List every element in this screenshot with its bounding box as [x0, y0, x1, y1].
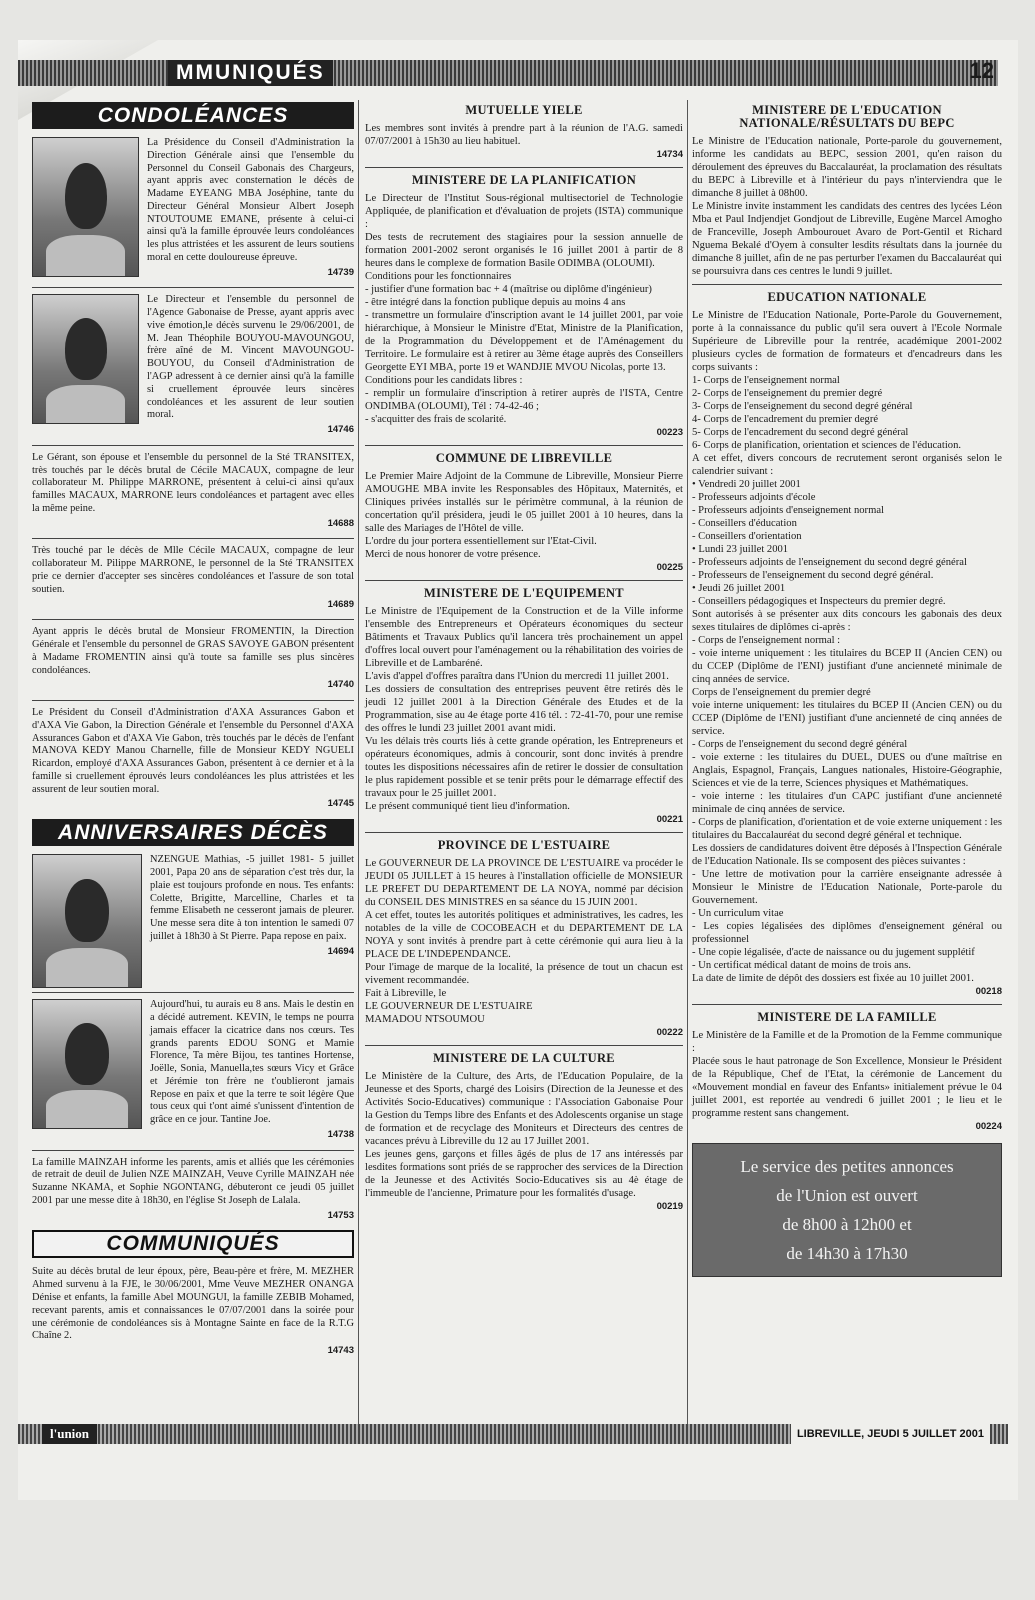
section-line: Corps de l'enseignement du premier degré — [692, 687, 871, 698]
header-band — [18, 60, 998, 86]
section-line: - Professeurs adjoints d'école — [692, 492, 816, 503]
section-line: Le Ministère de la Culture, des Arts, de l'Education Populaire, de la Jeunesse et des Sports, chargé des Loisirs (Direction de la Jeunesse et des Activités Socio-Educatives) communique : l'Association Gabonaise Pour la Gestion du Temps libre des Enfants et des Adolescents organise un stage de formation et de recyclage des Moniteurs et Directeurs des centres de vacances prévu à Libreville du 12 au 17 Juillet 2001. — [365, 1071, 683, 1147]
section-line: Fait à Libreville, le — [365, 988, 447, 999]
section-line: - Conseillers d'éducation — [692, 518, 797, 529]
section-line: 6- Corps de planification, orientation et sciences de l'éducation. — [692, 440, 962, 451]
section-line: Le Directeur de l'Institut Sous-régional multisectoriel de Technologie Appliquée, de planification et d'évaluation de projets (ISTA) communique : — [365, 193, 683, 230]
section-line: Le Ministère de la Famille et de la Promotion de la Femme communique : — [692, 1030, 1002, 1054]
section-line: Le Premier Maire Adjoint de la Commune de Libreville, Monsieur Pierre AMOUGHE MBA invite les Responsables des Hôpitaux, Maternités, et Cliniques privées installés sur le périmètre communal, à la réunion de concertation qu'il présidera, jeudi le 05 juillet 2001 à 10 heures, dans la salle des Mariages de l'Hôtel de ville. — [365, 471, 683, 534]
section-line: - Conseillers d'orientation — [692, 531, 802, 542]
notice-section — [692, 291, 1002, 998]
ad-line: de l'Union est ouvert — [776, 1186, 918, 1205]
column-divider — [687, 100, 688, 1440]
section-line: Le Ministre invite instamment les candidats des centres des lycées Léon Mba et Paul Indjendjet Gondjout de Libreville, Eugène Marcel Amogho de Franceville, Joseph Ambourouet Avaro de Port-Gentil et Richard Nguema Bekalé d'Oyem à consulter lesdits résultats dans la journée du dimanche 8 juillet, afin de ne pas perturber l'examen du Baccalauréat qui se poursuivra dans ces centres le lundi 9 juillet. — [692, 201, 1002, 277]
section-line: - Une lettre de motivation pour la carrière enseignante adressée à Monsieur le Ministre de l'Education Nationale, Porte-parole du Gouvernement. — [692, 869, 1002, 906]
section-line: • Vendredi 20 juillet 2001 — [692, 479, 801, 490]
column-3 — [692, 100, 1002, 1277]
notice-section — [365, 104, 683, 161]
notice-ref: 14740 — [327, 679, 354, 691]
notice-section — [692, 104, 1002, 278]
section-line: Merci de nous honorer de votre présence. — [365, 549, 541, 560]
notice-ref: 14734 — [656, 149, 683, 160]
notice-ref: 00225 — [656, 562, 683, 573]
section-line: A cet effet, divers concours de recrutement seront organisés selon le calendrier suivant : — [692, 453, 1002, 477]
section-line: - Professeurs de l'enseignement du second degré général. — [692, 570, 934, 581]
section-line: - Professeurs adjoints d'enseignement normal — [692, 505, 884, 516]
section-line: Les membres sont invités à prendre part à la réunion de l'A.G. samedi 07/07/2001 à 15h30 au lieu habituel. — [365, 123, 683, 147]
notice-section — [365, 587, 683, 826]
condoleances-banner: CONDOLÉANCES — [32, 102, 354, 129]
notice-ref: 14694 — [327, 945, 354, 957]
notice-ref: 00223 — [656, 427, 683, 438]
section-heading: MINISTERE DE L'EQUIPEMENT — [424, 586, 624, 600]
section-line: Les jeunes gens, garçons et filles âgés de plus de 17 ans intéressés par lesdites formations sont priés de se rapprocher des services de la Direction de la Jeunesse et des Activités Socio-Educatives sis au 4è étage de l'immeuble de l'ancienne, Primature pour les formalités d'usage. — [365, 1149, 683, 1199]
section-line: Le Ministre de l'Education Nationale, Porte-Parole du Gouvernement, porte à la connaissance du public qu'il sera ouvert à l'Ecole Normale Supérieure de Libreville pour la rentrée, académique 2001-2002 plusieurs cycles de formation de formateurs et d'encadreurs dans les corps suivants : — [692, 310, 1002, 373]
section-line: - Conseillers pédagogiques et Inspecteurs du premier degré. — [692, 596, 946, 607]
notice-text: Très touché par le décès de Mlle Cécile MACAUX, compagne de leur collaborateur M. Pilippe MARRONE, le personnel de la Sté TRANSITEX prie ce dernier d'accepter ses sincères condoléances et l'assure de son total soutien. — [32, 545, 354, 595]
section-heading: MINISTERE DE L'EDUCATION NATIONALE/RÉSULTATS DU BEPC — [739, 103, 955, 130]
section-line: - Corps de planification, d'orientation et de voie externe uniquement : les titulaires du Baccalauréat du second degré général et technique. — [692, 817, 1002, 841]
section-line: Sont autorisés à se présenter aux dits concours les gabonais des deux sexes titulaires de diplômes ci-après : — [692, 609, 1002, 633]
section-line: 3- Corps de l'enseignement du second degré général — [692, 401, 913, 412]
section-line: Les dossiers de candidatures doivent être déposés à l'Inspection Générale de l'Education Nationale. Ils se composent des pièces suivantes : — [692, 843, 1002, 867]
section-line: - remplir un formulaire d'inscription à retirer auprès de l'ISTA, Centre ONDIMBA (OLOUMI), Tél : 74-42-46 ; — [365, 388, 683, 412]
section-heading: MUTUELLE YIELE — [465, 103, 583, 117]
section-line: Le présent communiqué tient lieu d'information. — [365, 801, 570, 812]
notice — [32, 854, 354, 958]
portrait-photo — [32, 294, 139, 424]
portrait-photo — [32, 999, 142, 1129]
section-line: 4- Corps de l'encadrement du premier degré — [692, 414, 879, 425]
notice-text: La famille MAINZAH informe les parents, amis et alliés que les cérémonies de retrait de deuil de Julien NZE MAINZAH, Veuve Cyrille MAINZAH née Suzanne NKAMA, et Sophie NGONTANG, débuteront ce jeudi 05 juillet 2001 par une messe dite à 18h30, en l'église St Joseph de Lalala. — [32, 1156, 354, 1206]
section-line: 2- Corps de l'enseignement du premier degré — [692, 388, 883, 399]
section-line: - s'acquitter des frais de scolarité. — [365, 414, 507, 425]
notice-ref: 00218 — [975, 986, 1002, 997]
section-line: - voie interne uniquement : les titulaires du BCEP II (Ancien CEN) ou du CCEP (Diplôme de l'ENI) justifiant d'une ancienneté minimale de cinq années de service. — [692, 648, 1002, 685]
section-line: La date de limite de dépôt des dossiers est fixée au 10 juillet 2001. — [692, 973, 974, 984]
notice-text: Aujourd'hui, tu aurais eu 8 ans. Mais le destin en a décidé autrement. KEVIN, le temps ne pourra jamais effacer la cicatrice dans nos cœurs. Tes grands parents EDOU SONG et Mamie Florence, Ta mère Bijou, tes tantines Hortense, Joëlle, Sonia, Manuella,tes sœurs Vicy et Grâce et Jérémie ton frère ne t'oublieront jamais Repose en paix et que la terre te soit légère Que tous ceux qui t'ont aimé s'unissent d'intention de grâce en ce jour. Tantine Joe. — [150, 999, 354, 1126]
column-2 — [365, 100, 683, 1213]
notice-ref: 14689 — [327, 598, 354, 610]
notice-ref: 00224 — [975, 1121, 1002, 1132]
section-line: - voie externe : les titulaires du DUEL, DUES ou d'une maîtrise en Anglais, Espagnol, Français, Langues nationales, Histoire-Géographie, Sciences et vie de la terre, Sciences physiques et Mathématiques. — [692, 752, 1002, 789]
notice-text: Le Président du Conseil d'Administration d'AXA Assurances Gabon et d'AXA Vie Gabon, la Direction Générale et l'ensemble du Personnel d'AXA Assurances Gabon et d'AXA Vie Gabon, très touchés par le décès de l'enfant MANOVA KEDY Manou Charnelle, fille de Monsieur KEDY NGUELI Ricardon, employé d'AXA Assurances Gabon, présentent à ce dernier et à la famille si cruellement éprouvés leurs condoléances les plus attristées et les assurent de leur soutien moral. — [32, 707, 354, 795]
section-line: Pour l'image de marque de la localité, la présence de tout un chacun est vivement recommandée. — [365, 962, 683, 986]
section-line: - Un curriculum vitae — [692, 908, 784, 919]
notice — [32, 545, 354, 611]
section-line: A cet effet, toutes les autorités politiques et administratives, les cadres, les notables de la ville de COCOBEACH et du DEPARTEMENT DE LA NOYA y sont invités à prendre part à cette cérémonie qui aura lieu à la PLACE DE L'INDEPENDANCE. — [365, 910, 683, 960]
column-divider — [358, 100, 359, 1440]
notice-ref: 14753 — [327, 1209, 354, 1221]
notice-text: La Présidence du Conseil d'Administration la Direction Générale ainsi que l'ensemble du Personnel du Conseil Gabonais des Chargeurs, ayant appris avec consternation le décès de Madame EYEANG MBA Joséphine, tante du Directeur Général Monsieur Albert Joseph NTOUTOUME EMANE, présente à celui-ci ainsi qu'à la famille éprouvée leurs condoléances les plus attristées et les assurent de leurs soutiens moral en cette douloureuse épreuve. — [147, 137, 354, 263]
notice-ref: 14745 — [327, 798, 354, 810]
notice-section — [365, 839, 683, 1039]
section-line: L'ordre du jour portera essentiellement sur l'Etat-Civil. — [365, 536, 597, 547]
notice-section — [365, 452, 683, 574]
section-line: LE GOUVERNEUR DE L'ESTUAIRE — [365, 1001, 533, 1012]
section-line: - justifier d'une formation bac + 4 (maîtrise ou diplôme d'ingénieur) — [365, 284, 652, 295]
notice-text: Ayant appris le décès brutal de Monsieur FROMENTIN, la Direction Générale et l'ensemble du personnel de GRAS SAVOYE GABON présentent à Madame FROMENTIN ainsi qu'à toute sa famille ses plus sincères condoléances. — [32, 626, 354, 676]
footer-band — [18, 1424, 1008, 1444]
section-heading: COMMUNE DE LIBREVILLE — [435, 451, 613, 465]
notice-ref: 14746 — [327, 424, 354, 436]
notice-ref: 00221 — [656, 814, 683, 825]
notice-section — [692, 1011, 1002, 1133]
section-heading: PROVINCE DE L'ESTUAIRE — [437, 838, 611, 852]
notice-text: Le Gérant, son épouse et l'ensemble du personnel de la Sté TRANSITEX, très touchés par le décès brutal de Cécile MACAUX, compagne de leur collaborateur M. Philippe MARRONE, présentent à celui-ci ainsi qu'aux familles MACAUX, MARRONE leurs condoléances et partagent avec elles la même peine. — [32, 451, 354, 514]
notice — [32, 626, 354, 692]
notice-ref: 14688 — [327, 517, 354, 529]
section-line: - Professeurs adjoints de l'enseignement du second degré général — [692, 557, 967, 568]
section-line: • Jeudi 26 juillet 2001 — [692, 583, 786, 594]
ad-line: de 8h00 à 12h00 et — [782, 1215, 912, 1234]
section-line: Conditions pour les candidats libres : — [365, 375, 523, 386]
section-line: voie interne uniquement: les titulaires du BCEP II (Ancien CEN) ou du CCEP (Diplôme de l'ENI) justifiant d'une ancienneté de cinq années de service. — [692, 700, 1002, 737]
notice — [32, 294, 354, 436]
notice-ref: 14738 — [327, 1128, 354, 1140]
notice-section — [365, 174, 683, 439]
section-line: Placée sous le haut patronage de Son Excellence, Monsieur le Président de la République, Chef de l'Etat, la cérémonie de Lancement du «Mouvement mondial en faveur des Enfants» initialement prévue le 04 juillet 2001, est reportée au vendredi 6 juillet 2001 ; le lieu et le programme restent sans changement. — [692, 1056, 1002, 1119]
page-number: 12 — [969, 58, 994, 83]
section-heading: MINISTERE DE LA FAMILLE — [757, 1010, 937, 1024]
notice-ref: 14743 — [327, 1345, 354, 1357]
section-heading: MINISTERE DE LA CULTURE — [433, 1051, 615, 1065]
notice — [32, 452, 354, 531]
section-line: 1- Corps de l'enseignement normal — [692, 375, 840, 386]
section-line: 5- Corps de l'encadrement du second degré général — [692, 427, 909, 438]
communiques-banner: COMMUNIQUÉS — [32, 1230, 354, 1258]
notice — [32, 707, 354, 811]
newspaper-logo: l'union — [42, 1424, 97, 1444]
ad-line: Le service des petites annonces — [740, 1157, 954, 1176]
section-line: • Lundi 23 juillet 2001 — [692, 544, 789, 555]
section-line: MAMADOU NTSOUMOU — [365, 1014, 485, 1025]
notice-text: Suite au décès brutal de leur époux, père, Beau-père et frère, M. MEZHER Ahmed survenu à la FJE, le 30/06/2001, Mme Veuve MEZHER ONANGA Dénise et enfants, la famille Abel MOUNGUI, la famille ZEBIB Mohamed, recevant parents, amis et connaissances le 07/07/2001 dans la soirée pour une cérémonie de condoléances sis à Montagne Sainte en face de la R.T.G Chaîne 2. — [32, 1266, 354, 1342]
section-heading: EDUCATION NATIONALE — [767, 290, 927, 304]
section-line: Le GOUVERNEUR DE LA PROVINCE DE L'ESTUAIRE va procéder le JEUDI 05 JUILLET à 15 heures à l'installation officielle de MONSIEUR LE PREFET DU DEPARTEMENT DE LA NOYA, nommé par décision du CONSEIL DES MINISTRES en sa séance du 15 JUIN 2001. — [365, 858, 683, 908]
notice — [32, 1266, 354, 1357]
classifieds-ad-box — [692, 1143, 1002, 1277]
portrait-photo — [32, 854, 142, 988]
notice-section — [365, 1052, 683, 1213]
section-line: Le Ministre de l'Education nationale, Porte-parole du gouvernement, informe les candidats au BEPC, session 2001, qu'en raison du déroulement des épreuves du Baccalauréat, la proclamation des résultats du BEPC à Libreville et à l'intérieur du pays n'interviendra que le dimanche 8 juillet à 08h00. — [692, 136, 1002, 199]
ad-line: de 14h30 à 17h30 — [786, 1244, 908, 1263]
section-line: - transmettre un formulaire d'inscription avant le 14 juillet 2001, par voie hiérarchique, à Monsieur le Ministre d'Etat, Ministre de la Planification, de la Programmation du Développement et de l'Aménagement du Territoire. Le formulaire est à retirer au 3ème étage auprès des Conseillers Georgette EYI MBA, porte 19 et WANDJIE MVOU Nicolas, porte 13. — [365, 310, 683, 373]
notice — [32, 137, 354, 279]
notice-ref: 00222 — [656, 1027, 683, 1038]
notice — [32, 999, 354, 1141]
column-1 — [32, 100, 354, 1366]
section-line: - Les copies légalisées des diplômes d'enseignement général ou professionnel — [692, 921, 1002, 945]
notice-text: NZENGUE Mathias, -5 juillet 1981- 5 juillet 2001, Papa 20 ans de séparation c'est très dur, la plaie est toujours profonde en nous. Tes enfants: Colette, Brigitte, Marcelline, Charles et ta femme Elisabeth ne cesseront jamais de pleurer. Une messe sera dite à ton intention le samedi 07 juillet à 18h30 à St Pierre. Papa repose en paix. — [150, 854, 354, 942]
issue-date: LIBREVILLE, JEUDI 5 JUILLET 2001 — [791, 1424, 990, 1444]
anniversaires-banner: ANNIVERSAIRES DÉCÈS — [32, 819, 354, 846]
section-line: Des tests de recrutement des stagiaires pour la session annuelle de formation 2001-2002 seront organisés le 16 juillet 2001 à partir de 8 heures dans le complexe de formation Basile ODIMBA (OLOUMI). — [365, 232, 683, 269]
newspaper-page — [18, 40, 1018, 1500]
section-heading: MINISTERE DE LA PLANIFICATION — [411, 173, 637, 187]
section-line: L'avis d'appel d'offres paraîtra dans l'Union du mercredi 11 juillet 2001. — [365, 671, 669, 682]
section-line: Les dossiers de consultation des entreprises peuvent être retirés dès le jeudi 12 juillet 2001 à la Direction Générale des Etudes et de la Programmation, sise au 4e étage porte 416 tél. : 72-41-70, pour une remise des offres le lundi 23 juillet 2001 avant midi. — [365, 684, 683, 734]
notice-ref: 00219 — [656, 1201, 683, 1212]
section-line: - Corps de l'enseignement du second degré général — [692, 739, 908, 750]
section-line: Conditions pour les fonctionnaires — [365, 271, 512, 282]
section-line: - voie interne : les titulaires d'un CAPC justifiant d'une ancienneté minimale de cinq années de service. — [692, 791, 1002, 815]
section-line: - Corps de l'enseignement normal : — [692, 635, 841, 646]
section-line: - Une copie légalisée, d'acte de naissance ou du jugement supplétif — [692, 947, 975, 958]
portrait-photo — [32, 137, 139, 277]
notice-ref: 14739 — [327, 266, 354, 278]
notice-text: Le Directeur et l'ensemble du personnel de l'Agence Gabonaise de Presse, ayant appris avec vive émotion,le décès survenu le 29/06/2001, de M. Jean Théophile BOUYOU-MAVOUNGOU, frère aîné de M. Vincent MAVOUNGOU-BOUYOU, du Conseil d'Administration de l'AGP adressent à ce dernier ainsi qu'à la famille si cruellement éprouvée leurs sincères condoléances et les assurent de leur soutien moral. — [147, 294, 354, 421]
section-line: Vu les délais très courts liés à cette grande opération, les Entrepreneurs et opérateurs économiques, admis à concourir, sont donc invités à prendre toutes les dispositions nécessaires afin de retirer le dossier de consultation le plus rapidement possible et se tenir prêts pour le démarrage effectif des travaux pour le 25 juillet 2001. — [365, 736, 683, 799]
section-line: - Un certificat médical datant de moins de trois ans. — [692, 960, 911, 971]
section-title: MMUNIQUÉS — [168, 60, 333, 86]
section-line: Le Ministre de l'Equipement de la Construction et de la Ville informe l'ensemble des Entrepreneurs et Opérateurs économiques du secteur Bâtiments et Travaux Publics qu'il lancera très prochainement un appel d'offres local ouvert pour l'aménagement ou la réhabilitation des voiries de Libreville et de Lambaréné. — [365, 606, 683, 669]
section-line: - être intégré dans la fonction publique depuis au moins 4 ans — [365, 297, 626, 308]
notice — [32, 1157, 354, 1223]
